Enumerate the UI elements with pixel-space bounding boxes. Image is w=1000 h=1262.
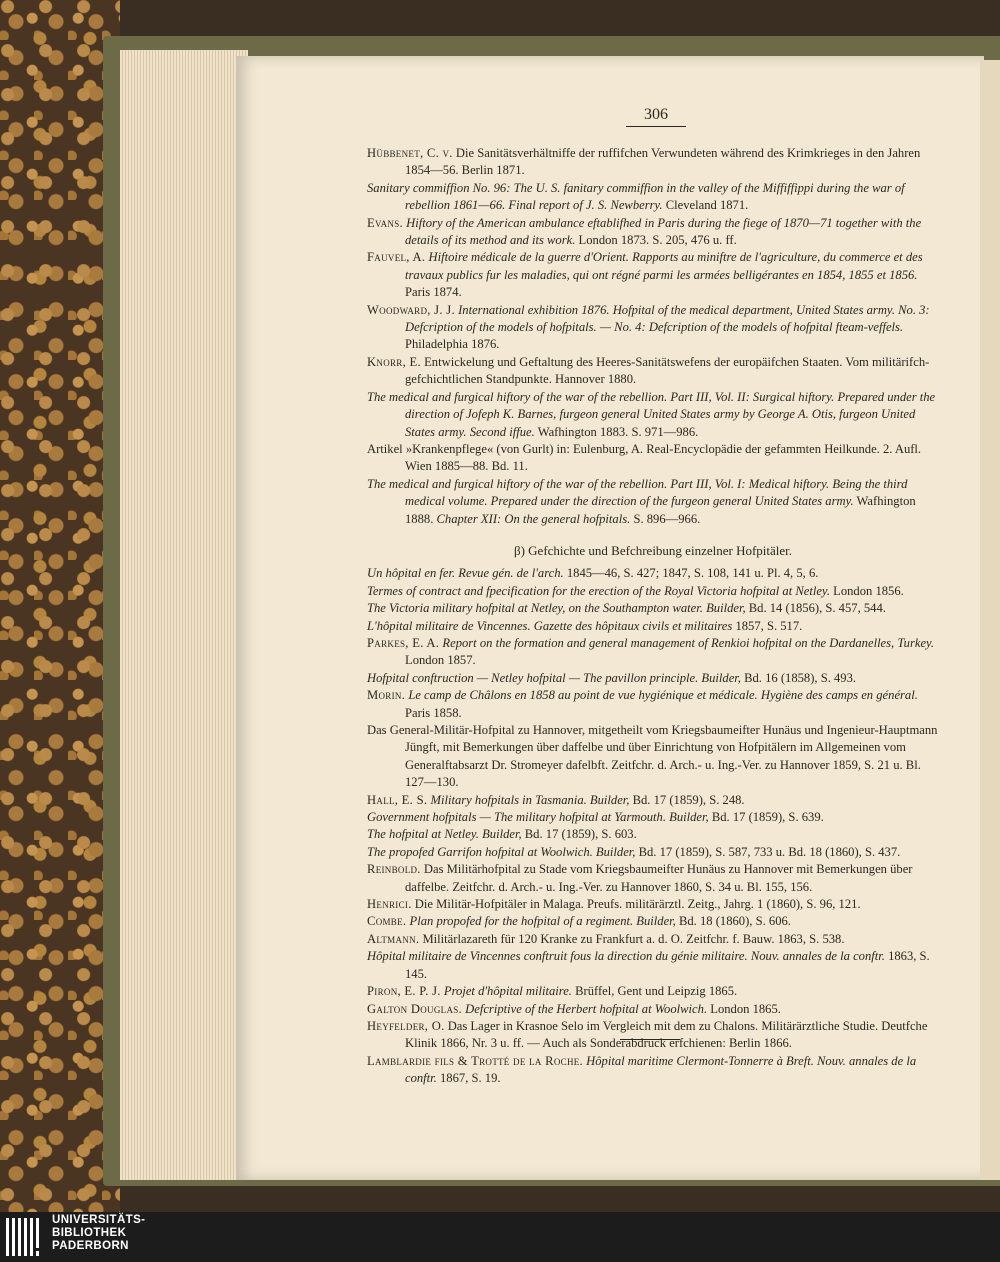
- entry-title: The propofed Garrifon hofpital at Woolwich. Builder,: [367, 844, 636, 859]
- logo-line-1: UNIVERSITÄTS-: [52, 1214, 146, 1226]
- entry-details: Bd. 17 (1859), S. 587, 733 u. Bd. 18 (1860), S. 437.: [638, 844, 901, 859]
- bibliography-entry: [367, 180, 939, 215]
- bibliography-entry: [367, 896, 939, 913]
- bibliography-text: [367, 145, 939, 1088]
- entry-author: Reinbold.: [367, 862, 421, 877]
- entry-title: Plan propofed for the hofpital of a regiment. Builder,: [409, 914, 676, 929]
- bibliography-entry: [367, 861, 939, 896]
- end-rule: [620, 1039, 680, 1040]
- entry-title: Projet d'hôpital militaire.: [443, 984, 572, 999]
- entry-author: Galton Douglas.: [367, 1001, 462, 1016]
- bibliography-entry: [367, 389, 939, 441]
- entry-details: Paris 1858.: [405, 705, 462, 720]
- entry-details: 1867, S. 19.: [440, 1071, 501, 1086]
- entry-author: Woodward, J. J.: [367, 302, 455, 317]
- section-heading: β) Gefchichte und Befchreibung einzelner Hofpitäler.: [513, 542, 793, 558]
- entry-title: The Victoria military hofpital at Netley, on the Southampton water. Builder,: [367, 601, 746, 616]
- marbled-cover: [0, 0, 120, 1212]
- bibliography-entry: [367, 565, 939, 582]
- entry-title: Hôpital maritime Clermont-Tonnerre à Breft. Nouv. annales de la conftr.: [405, 1053, 917, 1086]
- entry-author: Hübbenet, C. v.: [367, 146, 453, 160]
- entry-title: Government hofpitals — The military hofpital at Yarmouth. Builder,: [367, 810, 709, 825]
- entry-author: Evans.: [367, 215, 403, 230]
- bibliography-entry: [367, 145, 939, 180]
- entry-title: The medical and furgical hiftory of the war of the rebellion. Part III, Vol. I: Medical hiftory. Being the third medical volume. Prepared under the direction of the furgeon general United States army.: [367, 476, 908, 509]
- entry-details: Cleveland 1871.: [665, 198, 749, 213]
- entry-details: 1857, S. 517.: [735, 618, 803, 633]
- bibliography-entry: [367, 948, 939, 983]
- logo-line-2: BIBLIOTHEK: [52, 1227, 127, 1239]
- bibliography-entry: [367, 635, 939, 670]
- entry-title: Un hôpital en fer. Revue gén. de l'arch.: [367, 566, 564, 581]
- bibliography-entry: [367, 687, 939, 722]
- entry-details: Wafhington 1883. S. 971—986.: [537, 424, 699, 439]
- entry-title: Hiftoire médicale de la guerre d'Orient. Rapports au miniftre de l'agriculture, du commerce et des travaux publics fur les maladies, qui ont régné parmi les armées belligérantes en 1854, 1855 et 1856.: [405, 250, 923, 282]
- entry-title: Le camp de Châlons en 1858 au point de vue hygiénique et médicale. Hygiène des camps en général.: [408, 688, 918, 703]
- bibliography-list-hospitals: [367, 565, 939, 1087]
- entry-details: Bd. 17 (1859), S. 248.: [632, 792, 745, 807]
- bibliography-entry: [367, 583, 939, 600]
- entry-author: Henrici.: [367, 897, 412, 912]
- entry-details: London 1873. S. 205, 476 u. ff.: [578, 233, 737, 248]
- entry-author: Hall, E. S.: [367, 792, 428, 807]
- entry-author: Morin.: [367, 688, 406, 703]
- entry-title: L'hôpital militaire de Vincennes. Gazette des hôpitaux civils et militaires: [367, 618, 733, 633]
- bibliography-entry: [367, 792, 939, 809]
- entry-details: 1863, S. 145.: [405, 949, 930, 981]
- bibliography-entry: [367, 600, 939, 617]
- library-logo-icon: [6, 1216, 42, 1258]
- library-logo-text: [52, 1214, 145, 1253]
- bibliography-entry: [367, 354, 939, 389]
- entry-details: London 1856.: [833, 583, 904, 598]
- entry-details: Bd. 17 (1859), S. 603.: [524, 827, 637, 842]
- entry-author: Knorr, E.: [367, 354, 421, 369]
- entry-details: London 1857.: [405, 653, 476, 668]
- logo-line-3: PADERBORN: [52, 1240, 129, 1252]
- entry-title: Defcriptive of the Herbert hofpital at Woolwich.: [465, 1001, 708, 1016]
- bibliography-list: [367, 145, 939, 528]
- entry-details: 1845—46, S. 427; 1847, S. 108, 141 u. Pl. 4, 5, 6.: [566, 566, 819, 581]
- entry-details: Bd. 16 (1858), S. 493.: [744, 670, 857, 685]
- page-number: 306: [626, 106, 686, 127]
- bibliography-entry: [367, 931, 939, 948]
- bibliography-entry: [367, 809, 939, 826]
- bibliography-entry: [367, 670, 939, 687]
- bibliography-entry: [367, 1018, 939, 1053]
- entry-title: Sanitary commiffion No. 96: The U. S. fanitary commiffion in the valley of the Miffiffippi during the war of rebellion 1861—66. Final report of J. S. Newberry.: [367, 180, 905, 213]
- entry-details: Bd. 14 (1856), S. 457, 544.: [748, 601, 886, 616]
- entry-author: Heyfelder, O.: [367, 1018, 445, 1033]
- bibliography-entry: [367, 215, 939, 250]
- entry-details: Brüffel, Gent und Leipzig 1865.: [575, 984, 738, 999]
- bibliography-entry: [367, 1001, 939, 1018]
- entry-details: Artikel »Krankenpflege« (von Gurlt) in: Eulenburg, A. Real-Encyclopädie der gefammten Heilkunde. 2. Aufl. Wien 1885—88. Bd. 11.: [367, 441, 922, 474]
- bibliography-entry: [367, 913, 939, 930]
- entry-title: The medical and furgical hiftory of the war of the rebellion. Part III, Vol. II: Surgical hiftory. Prepared under the direction of Jofeph K. Barnes, furgeon general United States army by George A. Otis, furgeon United States army. Second iffue.: [367, 389, 936, 439]
- entry-details: Das Lager in Krasnoe Selo im Vergleich mit dem zu Chalons. Militärärztliche Studie. Deutfche Klinik 1866, Nr. 3 u. ff. — Auch als Sonderabdruck erfchienen: Berlin 1866.: [405, 1018, 928, 1051]
- entry-author: Combe.: [367, 914, 407, 929]
- entry-author: Piron, E. P. J.: [367, 984, 441, 999]
- bibliography-entry: [367, 826, 939, 843]
- entry-details: Die Militär-Hofpitäler in Malaga. Preufs. militärärztl. Zeitg., Jahrg. 1 (1860), S. 96, 121.: [414, 897, 861, 912]
- entry-author: Fauvel, A.: [367, 250, 426, 265]
- bibliography-entry: [367, 1053, 939, 1088]
- entry-title: Hiftory of the American ambulance eftablifhed in Paris during the fiege of 1870—71 together with the details of its method and its work.: [405, 215, 922, 248]
- entry-details: Entwickelung und Geftaltung des Heeres-Sanitätswefens der europäifchen Staaten. Vom militärifch-gefchichtlichen Standpunkte. Hannover 1880.: [405, 354, 930, 387]
- entry-details: Die Sanitätsverhältniffe der ruffifchen Verwundeten während des Krimkrieges in den Jahren 1854—56. Berlin 1871.: [405, 146, 921, 178]
- entry-details: Wafhington 1888.: [405, 494, 916, 526]
- entry-title: Termes of contract and fpecification for the erection of the Royal Victoria hofpital at Netley.: [367, 583, 830, 598]
- entry-details: S. 896—966.: [633, 511, 701, 526]
- bibliography-entry: [367, 844, 939, 861]
- entry-details: Bd. 18 (1860), S. 606.: [678, 914, 791, 929]
- entry-title: International exhibition 1876. Hofpital of the medical department, United States army. No. 3: Defcription of the models of hofpitals. — No. 4: Defcription of the models of hofpital fteam-veffels.: [405, 302, 930, 335]
- entry-author: Parkes, E. A.: [367, 635, 440, 650]
- entry-title: Hofpital conftruction — Netley hofpital — The pavillon principle. Builder,: [367, 670, 741, 685]
- entry-title: Chapter XII: On the general hofpitals.: [436, 511, 631, 526]
- entry-details: Militärlazareth für 120 Kranke zu Frankfurt a. d. O. Zeitfchr. f. Bauw. 1863, S. 538.: [422, 931, 845, 946]
- entry-author: Lamblardie fils & Trotté de la Roche.: [367, 1053, 583, 1068]
- bibliography-entry: [367, 302, 939, 354]
- bibliography-entry: [367, 441, 939, 476]
- entry-details: Philadelphia 1876.: [405, 337, 500, 352]
- entry-author: Altmann.: [367, 931, 420, 946]
- footer-bar: [0, 1212, 1000, 1262]
- bibliography-entry: [367, 618, 939, 635]
- page-right-edge: [980, 60, 1000, 1180]
- entry-details: Das General-Militär-Hofpital zu Hannover, mitgetheilt vom Kriegsbaumeifter Hunäus und Ingenieur-Hauptmann Jüngft, mit Bemerkungen über daffelbe und über Einrichtung von Hofpitälern im Allgemeinen vom Generalftabsarzt Dr. Stromeyer dafelbft. Zeitfchr. d. Arch.- u. Ing.-Ver. zu Hannover 1859, S. 21 u. Bl. 127—130.: [367, 723, 938, 790]
- entry-details: Bd. 17 (1859), S. 639.: [711, 810, 824, 825]
- entry-details: Paris 1874.: [405, 285, 462, 300]
- entry-details: Das Militärhofpital zu Stade vom Kriegsbaumeifter Hunäus zu Hannover mit Bemerkungen über daffelbe. Zeitfchr. d. Arch.- u. Ing.-Ver. zu Hannover 1860, S. 34 u. Bl. 155, 156.: [405, 862, 913, 894]
- entry-title: The hofpital at Netley. Builder,: [367, 827, 522, 842]
- bibliography-entry: [367, 249, 939, 301]
- bibliography-entry: [367, 983, 939, 1000]
- entry-title: Report on the formation and general management of Renkioi hofpital on the Dardanelles, Turkey.: [442, 635, 935, 650]
- entry-details: London 1865.: [710, 1001, 781, 1016]
- bibliography-entry: [367, 476, 939, 528]
- entry-title: Hôpital militaire de Vincennes conftruit fous la direction du génie militaire. Nouv. annales de la conftr.: [367, 949, 885, 964]
- page-edges: [120, 50, 248, 1180]
- entry-title: Military hofpitals in Tasmania. Builder,: [430, 792, 630, 807]
- bibliography-entry: [367, 722, 939, 792]
